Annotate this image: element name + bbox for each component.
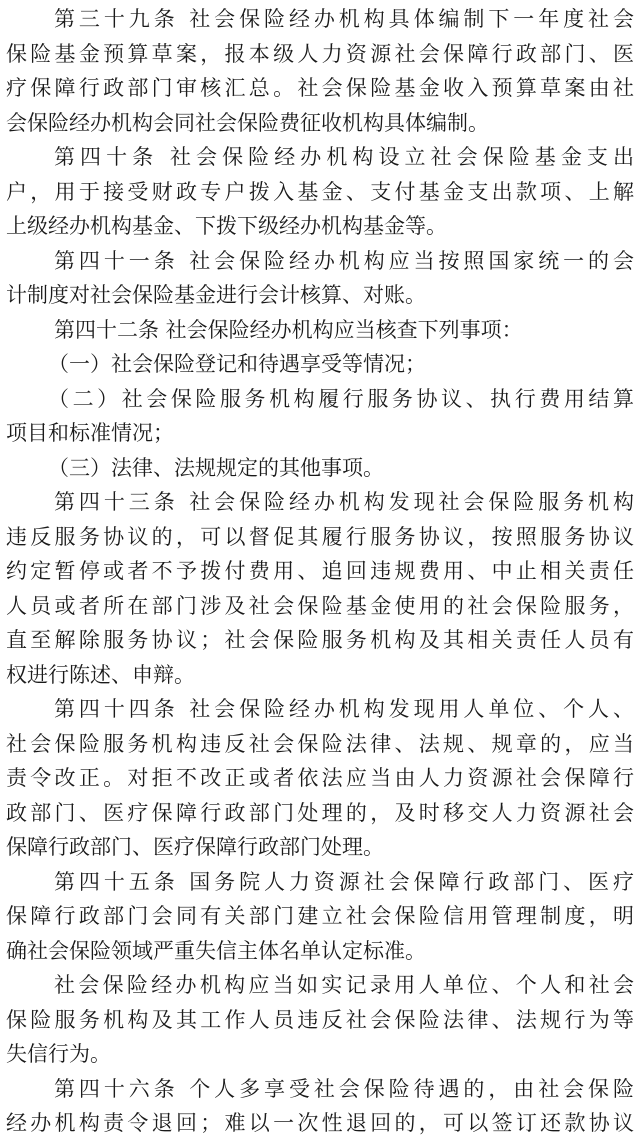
text-line: 保障行政部门、医疗保障行政部门处理。 bbox=[6, 835, 384, 859]
text-line: 社会保险经办机构应当如实记录用人单位、个人和社会 bbox=[54, 973, 634, 997]
text-line: 项目和标准情况； bbox=[6, 421, 174, 445]
text-line: 保险基金预算草案，报本级人力资源社会保障行政部门、医 bbox=[6, 41, 634, 66]
text-line: 会保险经办机构会同社会保险费征收机构具体编制。 bbox=[6, 110, 489, 135]
text-line: 第四十五条 国务院人力资源社会保障行政部门、医疗 bbox=[54, 869, 634, 894]
text-line: 户，用于接受财政专户拨入基金、支付基金支出款项、上解 bbox=[6, 179, 634, 204]
text-line: （三）法律、法规规定的其他事项。 bbox=[48, 455, 384, 480]
text-line: 第四十条 社会保险经办机构设立社会保险基金支出 bbox=[54, 145, 634, 169]
text-line: 责令改正。对拒不改正或者依法应当由人力资源社会保障行 bbox=[6, 766, 634, 790]
text-line: 权进行陈述、申辩。 bbox=[6, 662, 195, 687]
text-line: （二）社会保险服务机构履行服务协议、执行费用结算 bbox=[48, 386, 634, 411]
text-line: 第四十六条 个人多享受社会保险待遇的，由社会保险 bbox=[54, 1076, 634, 1101]
text-line: 第三十九条 社会保险经办机构具体编制下一年度社会 bbox=[54, 7, 634, 31]
text-line: 政部门、医疗保障行政部门处理的，及时移交人力资源社会 bbox=[6, 800, 634, 825]
text-line: 第四十三条 社会保险经办机构发现社会保险服务机构 bbox=[54, 490, 634, 514]
text-line: 第四十二条 社会保险经办机构应当核查下列事项： bbox=[54, 317, 523, 342]
text-line: 社会保险服务机构违反社会保险法律、法规、规章的，应当 bbox=[6, 731, 634, 756]
document-body bbox=[6, 2, 634, 1141]
text-line: 失信行为。 bbox=[6, 1042, 111, 1066]
text-line: 计制度对社会保险基金进行会计核算、对账。 bbox=[6, 283, 426, 307]
text-line: 人员或者所在部门涉及社会保险基金使用的社会保险服务， bbox=[6, 593, 634, 618]
text-line: 疗保障行政部门审核汇总。社会保险基金收入预算草案由社 bbox=[6, 76, 634, 100]
text-line: 保障行政部门会同有关部门建立社会保险信用管理制度，明 bbox=[6, 904, 634, 928]
text-line: 直至解除服务协议；社会保险服务机构及其相关责任人员有 bbox=[6, 628, 634, 652]
text-line: 上级经办机构基金、下拨下级经办机构基金等。 bbox=[6, 214, 447, 238]
text-line: 违反服务协议的，可以督促其履行服务协议，按照服务协议 bbox=[6, 524, 634, 549]
text-line: （一）社会保险登记和待遇享受等情况； bbox=[48, 352, 426, 376]
text-line: 第四十一条 社会保险经办机构应当按照国家统一的会 bbox=[54, 248, 634, 273]
text-line: 第四十四条 社会保险经办机构发现用人单位、个人、 bbox=[54, 697, 634, 721]
text-line: 保险服务机构及其工作人员违反社会保险法律、法规行为等 bbox=[6, 1007, 634, 1032]
text-line: 约定暂停或者不予拨付费用、追回违规费用、中止相关责任 bbox=[6, 559, 634, 583]
text-line: 确社会保险领域严重失信主体名单认定标准。 bbox=[6, 938, 426, 963]
text-line: 经办机构责令退回；难以一次性退回的，可以签订还款协议 bbox=[6, 1111, 634, 1135]
